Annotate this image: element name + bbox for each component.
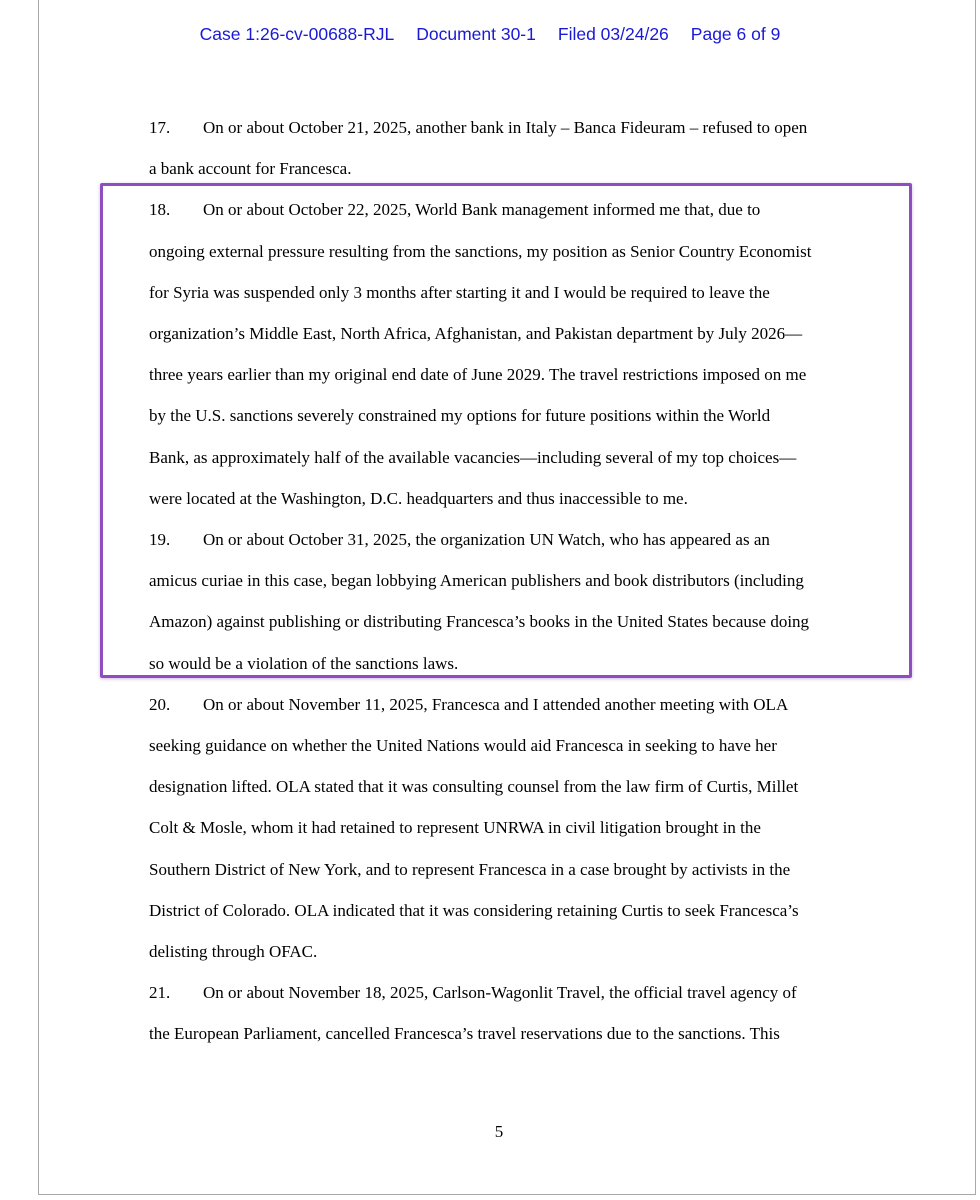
paragraph-line [149,324,802,344]
paragraph-line [149,695,788,715]
paragraph-number: 17. [149,118,171,137]
paragraph-line [149,818,761,838]
paragraph-text: Colt & Mosle, whom it had retained to represent UNRWA in civil litigation brought in the [149,818,761,838]
paragraph-text: the European Parliament, cancelled Francesca’s travel reservations due to the sanctions. This [149,1024,780,1044]
paragraph-number: 18. [149,200,171,220]
paragraph-text: Bank, as approximately half of the available vacancies—including several of my top choices— [149,447,797,467]
paragraph-text: delisting through OFAC. [149,942,318,961]
document-number: Document 30-1 [416,24,536,44]
paragraph-text: designation lifted. OLA stated that it was consulting counsel from the law firm of Curtis, Millet [149,777,799,797]
paragraph-number: 19. [149,530,171,549]
paragraph-number: 20. [149,694,171,714]
paragraph-text: seeking guidance on whether the United Nations would aid Francesca in seeking to have her [149,736,777,755]
paragraph-text: so would be a violation of the sanctions laws. [149,653,459,673]
paragraph-text: amicus curiae in this case, began lobbying American publishers and book distributors (including [149,571,804,591]
paragraph-line [149,736,777,756]
paragraph-text: District of Colorado. OLA indicated that it was considering retaining Curtis to seek Francesca’s [149,900,799,920]
paragraph-text: three years earlier than my original end date of June 2029. The travel restrictions imposed on me [149,365,807,385]
paragraph-text: Southern District of New York, and to represent Francesca in a case brought by activists in the [149,859,791,879]
paragraph-text: On or about October 21, 2025, another bank in Italy – Banca Fideuram – refused to open [203,118,808,137]
paragraph-line [149,777,798,797]
paragraph-text: organization’s Middle East, North Africa, Afghanistan, and Pakistan department by July 2026— [149,324,803,343]
paragraph-line [149,448,796,468]
paragraph-line [149,118,807,138]
paragraph-line [149,159,351,179]
paragraph-text: a bank account for Francesca. [149,159,352,179]
paragraph-text: ongoing external pressure resulting from the sanctions, my position as Senior Country Economist [149,241,812,261]
paragraph-line [149,200,760,220]
filed-date: Filed 03/24/26 [557,24,669,44]
paragraph-text: Amazon) against publishing or distributing Francesca’s books in the United States because doing [149,612,810,632]
paragraph-text: On or about November 18, 2025, Carlson-Wagonlit Travel, the official travel agency of [203,983,797,1003]
paragraph-line [149,612,809,632]
paragraph-line [149,530,770,550]
document-page [38,0,976,1195]
case-number: Case 1:26-cv-00688-RJL [199,24,395,44]
paragraph-line [149,406,770,426]
page-number: 5 [494,1122,504,1141]
paragraph-line [149,942,317,962]
paragraph-line [149,983,797,1003]
paragraph-number: 21. [149,983,171,1003]
paragraph-line [149,489,688,509]
paragraph-line [149,283,770,303]
paragraph-line [149,571,804,591]
paragraph-line [149,860,790,880]
paragraph-text: for Syria was suspended only 3 months after starting it and I would be required to leave the [149,282,770,302]
paragraph-text: were located at the Washington, D.C. headquarters and thus inaccessible to me. [149,488,688,508]
paragraph-line [149,365,806,385]
paragraph-line [149,242,811,262]
paragraph-text: On or about November 11, 2025, Francesca and I attended another meeting with OLA [203,694,789,714]
paragraph-text: On or about October 31, 2025, the organization UN Watch, who has appeared as an [203,530,770,549]
paragraph-text: by the U.S. sanctions severely constrained my options for future positions within the World [149,406,771,426]
paragraph-line [149,1024,780,1044]
paragraph-text: On or about October 22, 2025, World Bank management informed me that, due to [203,200,761,220]
paragraph-line [149,901,799,921]
paragraph-line [149,654,458,674]
page-indicator: Page 6 of 9 [690,24,781,44]
court-header [0,24,980,45]
